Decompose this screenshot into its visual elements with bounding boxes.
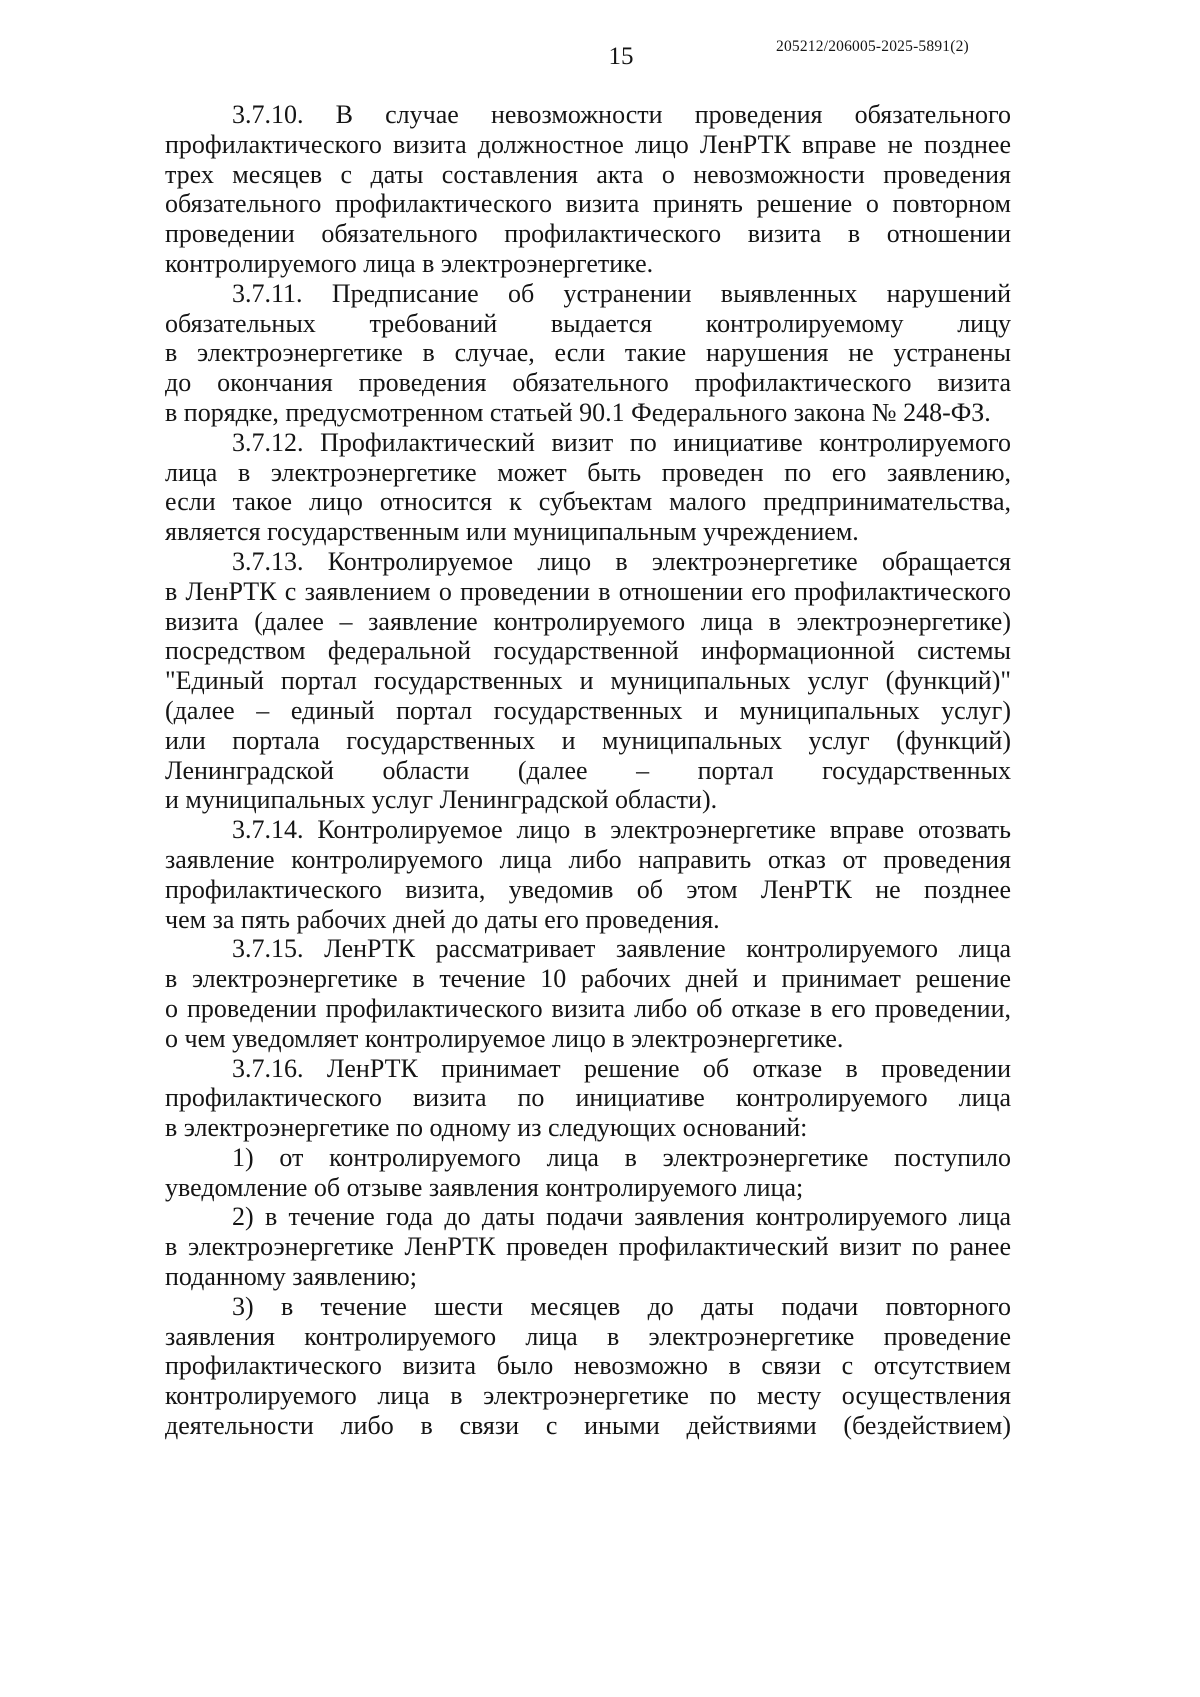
text-line: или портала государственных и муниципальных услуг (функций) [165,725,1011,755]
clause-3-7-14 [165,815,1011,934]
text-line: контролируемого лица в электроэнергетике. [165,248,654,278]
clause-3-7-13 [165,547,1011,815]
text-line: профилактического визита по инициативе контролируемого лица [165,1083,1011,1113]
text-line: трех месяцев с даты составления акта о невозможности проведения [165,159,1011,189]
text-line: профилактического визита, уведомив об этом ЛенРТК не позднее [165,874,1011,904]
text-line: деятельности либо в связи с иными действиями (бездействием) [165,1411,1011,1441]
document-number: 205212/206005-2025-5891(2) [776,38,969,55]
text-line: обязательных требований выдается контролируемому лицу [165,308,1011,338]
text-line: контролируемого лица в электроэнергетике по месту осуществления [165,1381,1011,1411]
clause-3-7-11 [165,279,1011,428]
text-line: 3.7.14. Контролируемое лицо в электроэнергетике вправе отозвать [232,815,1011,845]
text-line: в ЛенРТК с заявлением о проведении в отношении его профилактического [165,576,1011,606]
text-line: 3.7.12. Профилактический визит по инициативе контролируемого [232,427,1011,457]
text-line: (далее – единый портал государственных и муниципальных услуг) [165,695,1011,725]
document-body [165,100,1011,1441]
text-line: профилактического визита должностное лицо ЛенРТК вправе не позднее [165,129,1011,159]
text-line: профилактического визита было невозможно в связи с отсутствием [165,1351,1011,1381]
ground-item-2 [165,1202,1011,1291]
text-line: 3.7.11. Предписание об устранении выявленных нарушений [232,278,1011,308]
text-line: в электроэнергетике ЛенРТК проведен профилактический визит по ранее [165,1232,1011,1262]
clause-3-7-10 [165,100,1011,279]
ground-item-1 [165,1143,1011,1203]
text-line: поданному заявлению; [165,1262,417,1292]
text-line: 3.7.15. ЛенРТК рассматривает заявление контролируемого лица [232,934,1011,964]
text-line: заявление контролируемого лица либо направить отказ от проведения [165,844,1011,874]
text-line: визита (далее – заявление контролируемого лица в электроэнергетике) [165,606,1011,636]
text-line: посредством федеральной государственной информационной системы [165,636,1011,666]
text-line: о проведении профилактического визита либо об отказе в его проведении, [165,993,1011,1023]
text-line: является государственным или муниципальным учреждением. [165,517,859,547]
text-line: 3) в течение шести месяцев до даты подачи повторного [232,1291,1011,1321]
text-line: чем за пять рабочих дней до даты его проведения. [165,904,720,934]
text-line: о чем уведомляет контролируемое лицо в электроэнергетике. [165,1023,844,1053]
page-number: 15 [608,43,634,70]
text-line: 2) в течение года до даты подачи заявления контролируемого лица [232,1202,1011,1232]
text-line: в электроэнергетике в течение 10 рабочих дней и принимает решение [165,964,1011,994]
text-line: "Единый портал государственных и муниципальных услуг (функций)" [165,666,1011,696]
text-line: 3.7.16. ЛенРТК принимает решение об отказе в проведении [232,1053,1011,1083]
text-line: заявления контролируемого лица в электроэнергетике проведение [165,1321,1011,1351]
text-line: проведении обязательного профилактического визита в отношении [165,219,1011,249]
text-line: в электроэнергетике по одному из следующих оснований: [165,1113,808,1143]
clause-3-7-12 [165,428,1011,547]
clause-3-7-15 [165,934,1011,1053]
text-line: если такое лицо относится к субъектам малого предпринимательства, [165,487,1011,517]
text-line: Ленинградской области (далее – портал государственных [165,755,1011,785]
text-line: обязательного профилактического визита принять решение о повторном [165,189,1011,219]
text-line: в порядке, предусмотренном статьей 90.1 Федерального закона № 248-ФЗ. [165,397,991,427]
ground-item-3 [165,1292,1011,1441]
text-line: уведомление об отзыве заявления контролируемого лица; [165,1172,804,1202]
text-line: 3.7.10. В случае невозможности проведения обязательного [232,100,1011,129]
text-line: до окончания проведения обязательного профилактического визита [165,368,1011,398]
clause-3-7-16 [165,1054,1011,1143]
text-line: в электроэнергетике в случае, если такие нарушения не устранены [165,338,1011,368]
text-line: и муниципальных услуг Ленинградской области). [165,785,718,815]
text-line: лица в электроэнергетике может быть проведен по его заявлению, [165,457,1011,487]
text-line: 1) от контролируемого лица в электроэнергетике поступило [232,1142,1011,1172]
text-line: 3.7.13. Контролируемое лицо в электроэнергетике обращается [232,546,1011,576]
